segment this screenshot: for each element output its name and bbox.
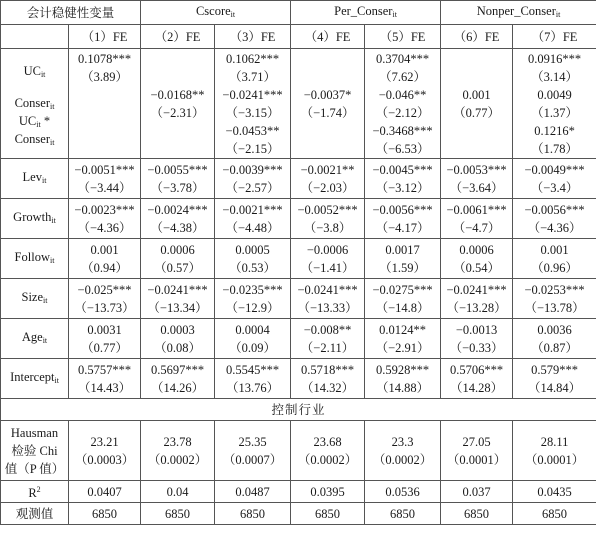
tstat: （0.54） <box>453 260 500 275</box>
coef: 0.0017 <box>385 242 420 257</box>
coef: −0.0023*** <box>74 202 135 217</box>
interaction-tstat: （−6.53） <box>375 141 430 156</box>
conser-tstat: （−3.15） <box>225 105 280 120</box>
tstat: （0.96） <box>531 260 578 275</box>
r2-value: 0.0395 <box>291 481 365 503</box>
control-cell <box>365 239 441 279</box>
tstat: （−13.78） <box>524 300 585 315</box>
interaction-tstat <box>291 140 364 158</box>
control-cell <box>215 279 291 319</box>
control-cell <box>215 239 291 279</box>
control-cell <box>141 359 215 399</box>
main-vars-col-6 <box>441 49 513 159</box>
control-cell <box>441 199 513 239</box>
obs-value: 6850 <box>365 503 441 525</box>
obs-value: 6850 <box>291 503 365 525</box>
control-cell <box>441 239 513 279</box>
control-cell <box>141 159 215 199</box>
coef: −0.0053*** <box>446 162 507 177</box>
header-empty <box>1 25 69 49</box>
uc-coef: 0.3704*** <box>375 51 430 66</box>
control-cell <box>365 319 441 359</box>
control-cell <box>291 319 365 359</box>
hausman-p: （0.0002） <box>372 452 433 467</box>
coef: −0.0235*** <box>222 282 283 297</box>
interaction-coef <box>441 122 512 140</box>
interaction-tstat <box>69 140 140 158</box>
main-vars-col-7 <box>513 49 596 159</box>
conser-tstat <box>69 104 140 122</box>
control-cell <box>441 159 513 199</box>
tstat: （14.88） <box>375 380 430 395</box>
header-group-per-conser: Per_Conser$_{it}$ <box>291 1 441 25</box>
coef: −0.0241*** <box>297 282 358 297</box>
r2-value: 0.0536 <box>365 481 441 503</box>
coef: −0.0013 <box>455 322 498 337</box>
coef: −0.0021*** <box>222 202 283 217</box>
conser-coef: −0.0241*** <box>222 87 283 102</box>
coef: 0.5928*** <box>375 362 430 377</box>
conser-coef <box>69 86 140 104</box>
main-vars-col-2 <box>141 49 215 159</box>
coef: −0.0241*** <box>147 282 208 297</box>
uc-tstat: （3.14） <box>531 69 578 84</box>
control-cell <box>441 359 513 399</box>
conser-coef: −0.046** <box>378 87 427 102</box>
control-cell <box>141 319 215 359</box>
control-cell <box>513 359 596 399</box>
tstat: （0.08） <box>154 340 201 355</box>
control-cell <box>513 279 596 319</box>
interaction-coef <box>141 122 214 140</box>
control-label: Lev$_{it}$ <box>1 159 69 199</box>
tstat: （−4.48） <box>225 220 280 235</box>
coef: −0.0006 <box>306 242 349 257</box>
uc-tstat: （3.71） <box>229 69 276 84</box>
tstat: （1.59） <box>379 260 426 275</box>
coef: 0.5545*** <box>225 362 280 377</box>
hausman-cell <box>291 421 365 481</box>
coef: −0.0055*** <box>147 162 208 177</box>
hausman-cell <box>513 421 596 481</box>
control-cell <box>215 159 291 199</box>
control-label: Growth$_{it}$ <box>1 199 69 239</box>
tstat: （−2.03） <box>300 180 355 195</box>
hausman-chi: 28.11 <box>540 434 569 449</box>
tstat: （−3.12） <box>375 180 430 195</box>
coef: −0.0275*** <box>372 282 433 297</box>
obs-value: 6850 <box>215 503 291 525</box>
tstat: （−3.64） <box>449 180 504 195</box>
header-model: （6）FE <box>441 25 513 49</box>
coef: 0.0006 <box>459 242 494 257</box>
conser-coef: 0.001 <box>462 87 491 102</box>
main-vars-col-5 <box>365 49 441 159</box>
control-cell <box>291 359 365 399</box>
obs-value: 6850 <box>441 503 513 525</box>
interaction-label-1: $UC_{it}$ * <box>18 113 51 129</box>
coef: −0.0039*** <box>222 162 283 177</box>
hausman-p: （0.0002） <box>297 452 358 467</box>
coef: −0.0021** <box>300 162 355 177</box>
conser-tstat: （−2.31） <box>150 105 205 120</box>
interaction-coef <box>69 122 140 140</box>
control-cell <box>291 159 365 199</box>
control-label: Follow$_{it}$ <box>1 239 69 279</box>
coef: −0.008** <box>303 322 352 337</box>
coef: −0.0045*** <box>372 162 433 177</box>
tstat: （0.57） <box>154 260 201 275</box>
tstat: （−4.38） <box>150 220 205 235</box>
control-cell <box>69 319 141 359</box>
tstat: （0.09） <box>229 340 276 355</box>
control-cell <box>441 279 513 319</box>
uc-label: $UC_{it}$ <box>23 63 46 79</box>
control-cell <box>365 359 441 399</box>
r2-value: 0.04 <box>141 481 215 503</box>
hausman-chi: 23.21 <box>90 434 119 449</box>
uc-coef <box>291 50 364 68</box>
control-cell <box>291 279 365 319</box>
interaction-coef: 0.1216* <box>534 123 575 138</box>
header-group-nonper-conser: Nonper_Conser$_{it}$ <box>441 1 596 25</box>
uc-coef <box>141 50 214 68</box>
coef: −0.0049*** <box>524 162 585 177</box>
tstat: （14.32） <box>300 380 355 395</box>
coef: 0.001 <box>540 242 569 257</box>
coef: 0.0036 <box>537 322 572 337</box>
obs-row <box>1 503 596 525</box>
uc-coef: 0.0916*** <box>527 51 582 66</box>
uc-coef: 0.1078*** <box>77 51 132 66</box>
header-model: （2）FE <box>141 25 215 49</box>
control-row-size <box>1 279 596 319</box>
conser-coef: 0.0049 <box>537 87 572 102</box>
uc-tstat: （7.62） <box>379 69 426 84</box>
obs-value: 6850 <box>141 503 215 525</box>
coef: 0.5757*** <box>77 362 132 377</box>
coef: 0.579*** <box>531 362 578 377</box>
tstat: （−4.7） <box>452 220 501 235</box>
hausman-p: （0.0001） <box>446 452 507 467</box>
tstat: （−14.8） <box>375 300 430 315</box>
coef: −0.0061*** <box>446 202 507 217</box>
coef: 0.0031 <box>87 322 122 337</box>
main-vars-block <box>1 49 596 159</box>
control-row-lev <box>1 159 596 199</box>
header-model: （4）FE <box>291 25 365 49</box>
control-cell <box>215 359 291 399</box>
control-cell <box>69 199 141 239</box>
control-cell <box>141 279 215 319</box>
tstat: （0.87） <box>531 340 578 355</box>
main-vars-col-4 <box>291 49 365 159</box>
coef: 0.001 <box>90 242 119 257</box>
hausman-cell <box>141 421 215 481</box>
hausman-label: Hausman 检验 Chi 值（P 值） <box>1 421 69 481</box>
main-vars-labels <box>1 49 69 159</box>
tstat: （−3.44） <box>77 180 132 195</box>
control-label: Intercept$_{it}$ <box>1 359 69 399</box>
tstat: （−3.4） <box>530 180 579 195</box>
header-title: 会计稳健性变量 <box>1 1 141 25</box>
control-cell <box>513 199 596 239</box>
tstat: （−2.11） <box>300 340 355 355</box>
tstat: （0.77） <box>81 340 128 355</box>
hausman-cell <box>215 421 291 481</box>
r2-value: 0.0435 <box>513 481 596 503</box>
tstat: （14.84） <box>527 380 582 395</box>
tstat: （−13.34） <box>147 300 208 315</box>
interaction-coef: −0.0453** <box>225 123 280 138</box>
interaction-tstat: （1.78） <box>531 141 578 156</box>
coef: −0.0241*** <box>446 282 507 297</box>
hausman-p: （0.0003） <box>74 452 135 467</box>
coef: −0.0052*** <box>297 202 358 217</box>
tstat: （13.76） <box>225 380 280 395</box>
interaction-tstat: （−2.15） <box>225 141 280 156</box>
tstat: （−3.8） <box>303 220 352 235</box>
header-model: （1）FE <box>69 25 141 49</box>
header-group-row <box>1 1 596 25</box>
control-label: Size$_{it}$ <box>1 279 69 319</box>
coef: 0.0124** <box>379 322 426 337</box>
control-cell <box>291 239 365 279</box>
uc-tstat <box>441 68 512 86</box>
control-cell <box>215 199 291 239</box>
control-cell <box>69 279 141 319</box>
coef: 0.5697*** <box>150 362 205 377</box>
industry-control-label: 控制行业 <box>1 399 596 421</box>
control-cell <box>441 319 513 359</box>
main-vars-col-1 <box>69 49 141 159</box>
control-cell <box>513 239 596 279</box>
control-cell <box>141 199 215 239</box>
r2-value: 0.0487 <box>215 481 291 503</box>
tstat: （−2.57） <box>225 180 280 195</box>
tstat: （−0.33） <box>449 340 504 355</box>
tstat: （0.53） <box>229 260 276 275</box>
conser-coef: −0.0168** <box>150 87 205 102</box>
tstat: （14.26） <box>150 380 205 395</box>
control-cell <box>513 319 596 359</box>
tstat: （−4.17） <box>375 220 430 235</box>
coef: −0.0253*** <box>524 282 585 297</box>
hausman-chi: 25.35 <box>238 434 267 449</box>
conser-coef: −0.0037* <box>303 87 352 102</box>
control-cell <box>69 239 141 279</box>
conser-tstat: （−2.12） <box>375 105 430 120</box>
obs-value: 6850 <box>69 503 141 525</box>
tstat: （−4.36） <box>77 220 132 235</box>
coef: 0.5718*** <box>300 362 355 377</box>
coef: −0.0056*** <box>372 202 433 217</box>
coef: −0.025*** <box>77 282 132 297</box>
control-cell <box>291 199 365 239</box>
hausman-cell <box>69 421 141 481</box>
hausman-row <box>1 421 596 481</box>
control-row-growth <box>1 199 596 239</box>
coef: 0.0003 <box>160 322 195 337</box>
header-model: （3）FE <box>215 25 291 49</box>
conser-tstat: （1.37） <box>531 105 578 120</box>
control-cell <box>69 159 141 199</box>
coef: 0.5706*** <box>449 362 504 377</box>
r2-value: 0.037 <box>441 481 513 503</box>
conser-tstat: （−1.74） <box>300 105 355 120</box>
hausman-chi: 23.3 <box>391 434 414 449</box>
hausman-p: （0.0001） <box>524 452 585 467</box>
header-model: （5）FE <box>365 25 441 49</box>
interaction-tstat <box>441 140 512 158</box>
tstat: （14.28） <box>449 380 504 395</box>
interaction-coef: −0.3468*** <box>372 123 433 138</box>
uc-coef <box>441 50 512 68</box>
control-cell <box>215 319 291 359</box>
header-model: （7）FE <box>513 25 596 49</box>
tstat: （−3.78） <box>150 180 205 195</box>
interaction-label-2: Conser$_{it}$ <box>14 131 55 147</box>
coef: −0.0056*** <box>524 202 585 217</box>
conser-label: Conser$_{it}$ <box>14 95 55 111</box>
control-cell <box>513 159 596 199</box>
uc-tstat: （3.89） <box>81 69 128 84</box>
tstat: （−4.36） <box>527 220 582 235</box>
tstat: （14.43） <box>77 380 132 395</box>
control-label: Age$_{it}$ <box>1 319 69 359</box>
conser-tstat: （0.77） <box>453 105 500 120</box>
interaction-tstat <box>141 140 214 158</box>
control-cell <box>141 239 215 279</box>
uc-coef: 0.1062*** <box>225 51 280 66</box>
tstat: （0.94） <box>81 260 128 275</box>
control-cell <box>365 199 441 239</box>
obs-value: 6850 <box>513 503 596 525</box>
hausman-cell <box>441 421 513 481</box>
r2-label: $R^2$ <box>1 481 69 503</box>
tstat: （−2.91） <box>375 340 430 355</box>
hausman-p: （0.0002） <box>147 452 208 467</box>
coef: 0.0006 <box>160 242 195 257</box>
control-rows <box>1 159 596 399</box>
tstat: （−13.73） <box>74 300 135 315</box>
tstat: （−1.41） <box>300 260 355 275</box>
control-row-age <box>1 319 596 359</box>
coef: −0.0051*** <box>74 162 135 177</box>
hausman-p: （0.0007） <box>222 452 283 467</box>
coef: 0.0004 <box>235 322 270 337</box>
coef: −0.0024*** <box>147 202 208 217</box>
hausman-cell <box>365 421 441 481</box>
uc-tstat <box>291 68 364 86</box>
control-row-follow <box>1 239 596 279</box>
header-model-row <box>1 25 596 49</box>
hausman-chi: 23.68 <box>313 434 342 449</box>
r2-row <box>1 481 596 503</box>
coef: 0.0005 <box>235 242 270 257</box>
r2-value: 0.0407 <box>69 481 141 503</box>
main-vars-col-3 <box>215 49 291 159</box>
obs-label: 观测值 <box>1 503 69 525</box>
industry-control-row <box>1 399 596 421</box>
control-cell <box>365 159 441 199</box>
header-group-cscore: Cscore$_{it}$ <box>141 1 291 25</box>
interaction-coef <box>291 122 364 140</box>
tstat: （−12.9） <box>225 300 280 315</box>
uc-tstat <box>141 68 214 86</box>
hausman-chi: 23.78 <box>163 434 192 449</box>
hausman-chi: 27.05 <box>462 434 491 449</box>
tstat: （−13.28） <box>446 300 507 315</box>
control-cell <box>365 279 441 319</box>
tstat: （−13.33） <box>297 300 358 315</box>
control-cell <box>69 359 141 399</box>
control-row-intercept <box>1 359 596 399</box>
